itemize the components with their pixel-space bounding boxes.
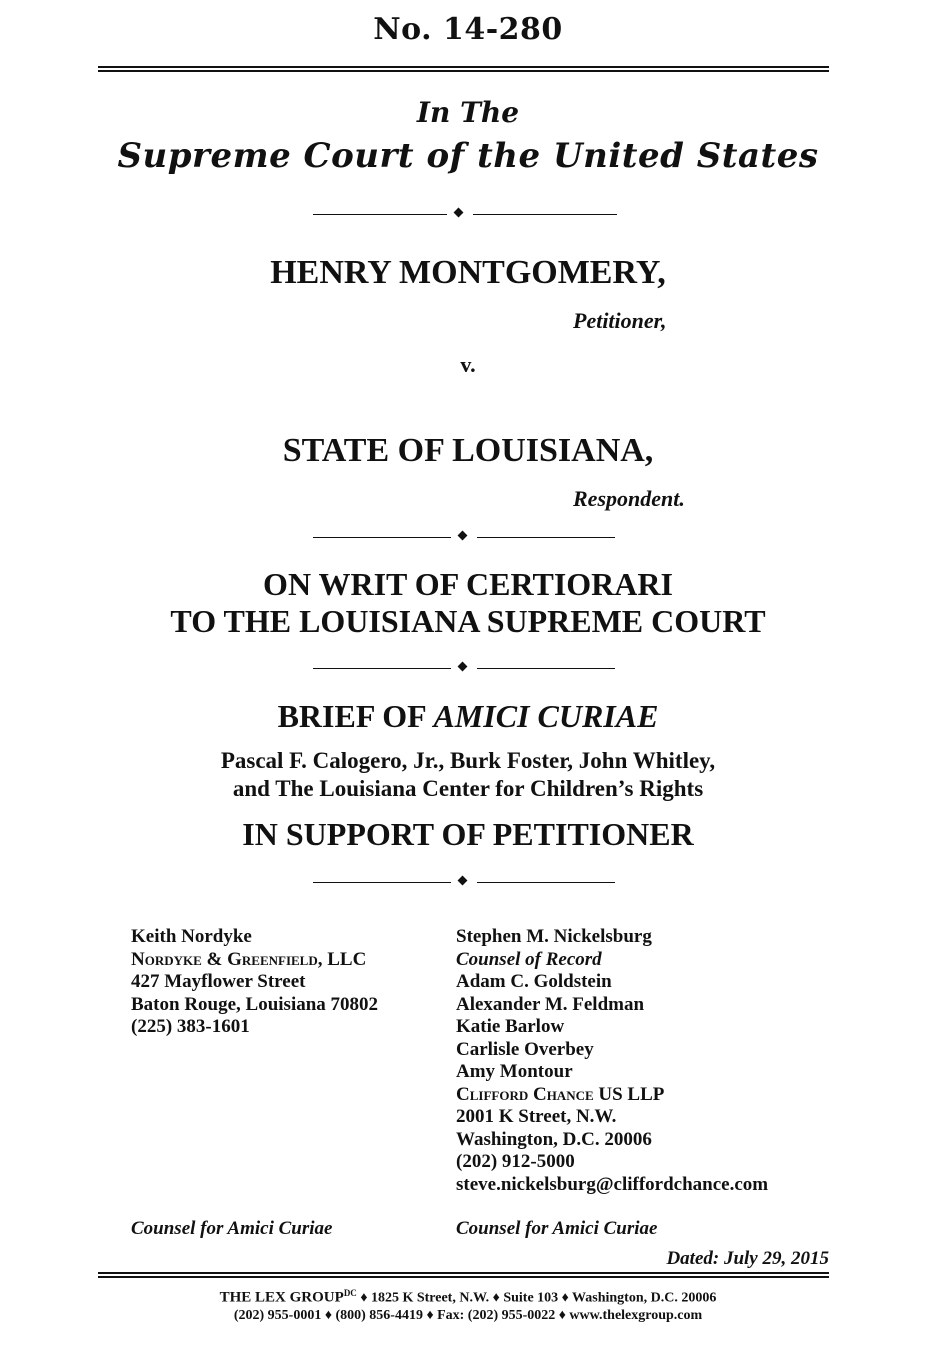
diamond-icon [458,662,468,672]
counsel-left-phone: (225) 383-1601 [131,1016,250,1037]
dated-line: Dated: July 29, 2015 [666,1248,829,1269]
petitioner-name: HENRY MONTGOMERY, [270,254,666,291]
separator-3 [0,660,936,676]
court-heading-line2: Supreme Court of the United States [117,136,819,176]
diamond-icon [458,876,468,886]
counsel-right-line: 2001 K Street, N.W. [456,1106,617,1127]
printer-line2: (202) 955-0001 ♦ (800) 856-4419 ♦ Fax: (202) 955-0022 ♦ www.thelexgroup.com [233,1308,703,1323]
separator-2 [0,529,936,545]
amici-line1: Pascal F. Calogero, Jr., Burk Foster, John Whitley, [220,748,716,773]
docket-number: No. 14-280 [373,12,563,47]
counsel-right-line: Amy Montour [456,1061,573,1082]
diamond-icon [454,208,464,218]
counsel-right-line: (202) 912-5000 [456,1151,575,1172]
counsel-left-name: Keith Nordyke [131,926,252,947]
counsel-right-line: Alexander M. Feldman [456,993,645,1015]
respondent-role: Respondent. [573,486,685,511]
counsel-right-email: steve.nickelsburg@cliffordchance.com [456,1173,769,1195]
counsel-left-footer: Counsel for Amici Curiae [131,1218,333,1239]
support-line: IN SUPPORT OF PETITIONER [242,816,694,852]
top-double-rule [98,66,829,72]
brief-title-prefix: BRIEF OF [277,698,434,734]
counsel-right-line: Adam C. Goldstein [456,971,612,992]
counsel-of-record: Counsel of Record [456,948,602,970]
counsel-left-block [131,926,378,1039]
printer-address: ♦ 1825 K Street, N.W. ♦ Suite 103 ♦ Washington, D.C. 20006 [356,1290,717,1306]
counsel-right-firm: Clifford Chance US LLP [456,1083,665,1105]
counsel-right-line: Stephen M. Nickelsburg [456,926,652,947]
separator-4 [0,874,936,890]
counsel-right-line: Washington, D.C. 20006 [456,1128,652,1150]
versus: v. [460,352,476,377]
printer-superscript: DC [343,1288,357,1298]
separator-1 [0,206,936,222]
amici-line2: and The Louisiana Center for Children’s Rights [232,776,704,801]
brief-title [0,698,936,735]
counsel-left-city: Baton Rouge, Louisiana 70802 [131,993,379,1015]
counsel-left-firm: Nordyke & Greenfield, LLC [131,948,367,970]
printer-name: THE LEX GROUP [219,1289,344,1306]
counsel-right-line: Carlisle Overbey [456,1038,594,1060]
counsel-right-line: Katie Barlow [456,1016,565,1037]
writ-line1: ON WRIT OF CERTIORARI [263,566,673,602]
respondent-name: STATE OF LOUISIANA, [282,432,654,469]
writ-line2: TO THE LOUISIANA SUPREME COURT [170,603,766,639]
diamond-icon [458,531,468,541]
court-heading-line1: In The [416,96,520,129]
printer-line1 [0,1288,936,1307]
brief-title-italic: AMICI CURIAE [433,698,659,734]
bottom-double-rule [98,1272,829,1278]
petitioner-role: Petitioner, [573,308,667,333]
counsel-right-footer: Counsel for Amici Curiae [456,1218,658,1239]
counsel-left-street: 427 Mayflower Street [131,971,306,992]
counsel-right-block [456,926,768,1196]
